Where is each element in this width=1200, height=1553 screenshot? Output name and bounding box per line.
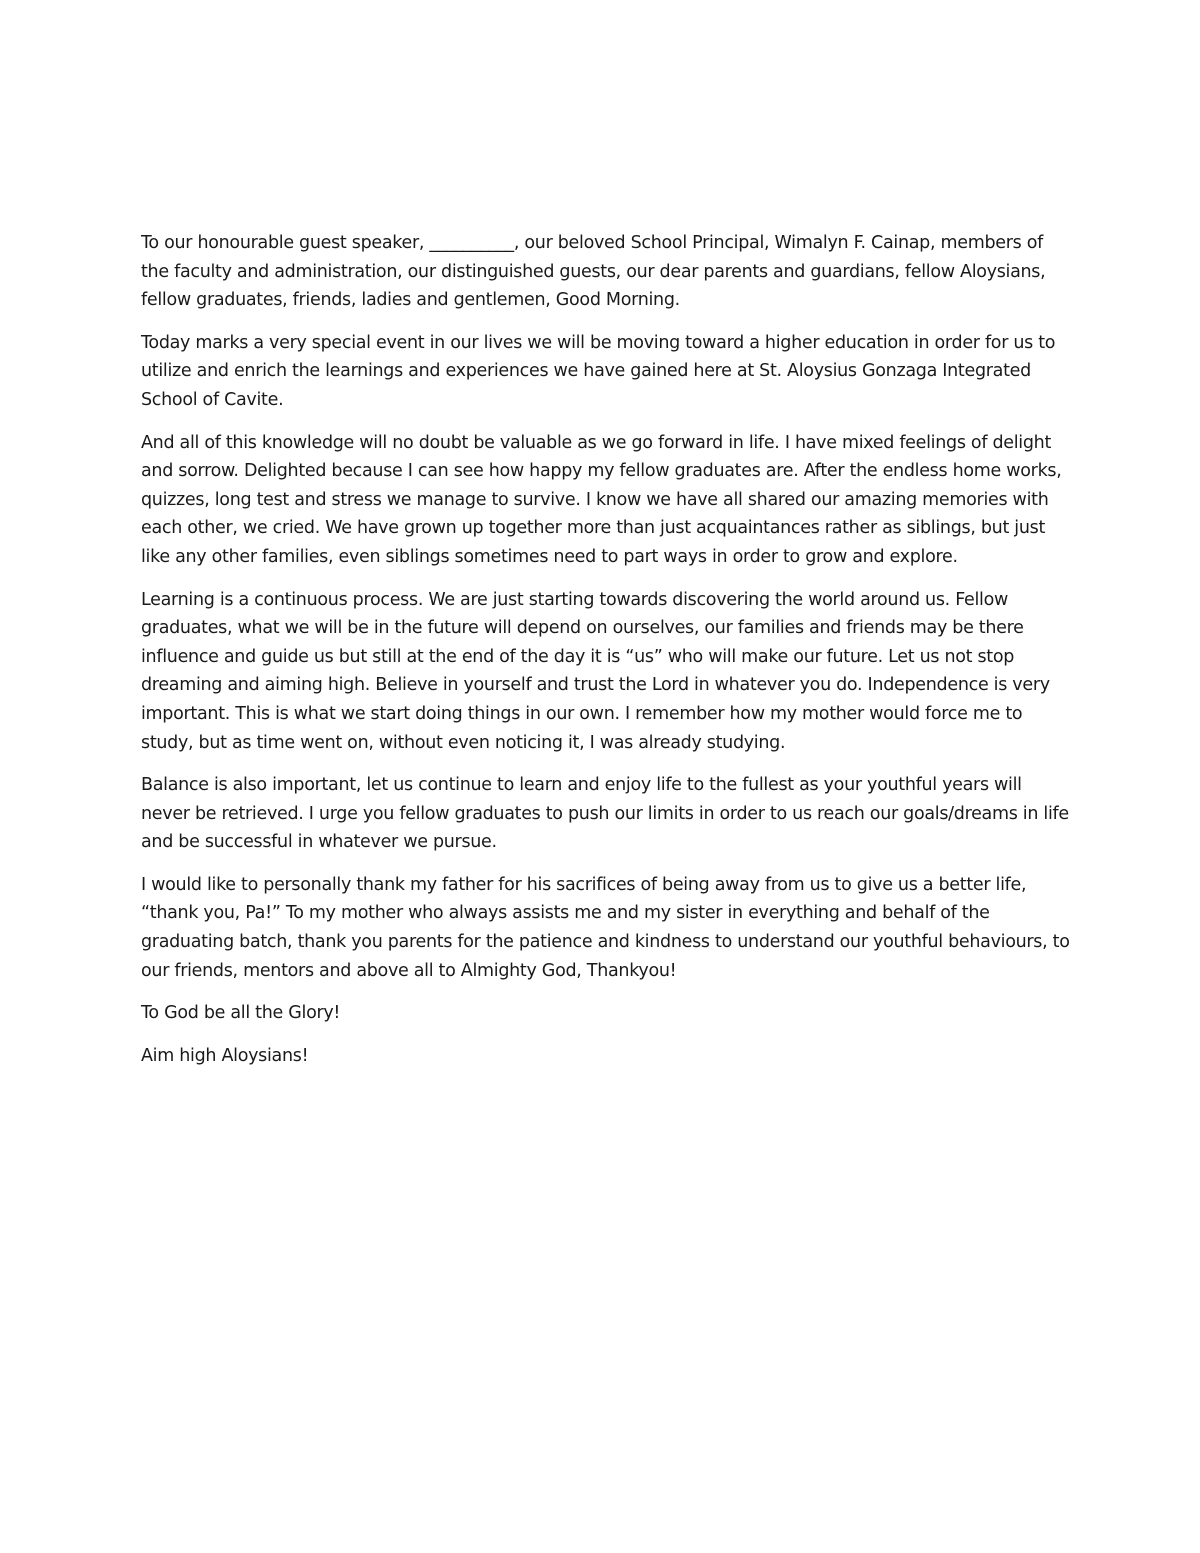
paragraph-closing: Aim high Aloysians! [141,1045,309,1066]
paragraph-thanks: I would like to personally thank my father for his sacrifices of being away from us to give us a better life, “thank you, Pa!” To my mother who always assists me and my sister in everything and behalf of the graduating batch, thank you parents for the patience and kindness to understand our youthful behaviours, to our friends, mentors and above all to Almighty God, Thankyou! [141,874,1070,981]
paragraph-glory: To God be all the Glory! [141,1003,341,1024]
paragraph-greeting: To our honourable guest speaker, __________, our beloved School Principal, Wimalyn F. Cainap, members of the faculty and administration, our distinguished guests, our dear parents and guardians, fellow Aloysians, fellow graduates, friends, ladies and gentlemen, Good Morning. [141,233,1046,311]
paragraph-learning: Learning is a continuous process. We are just starting towards discovering the world around us. Fellow graduates, what we will be in the future will depend on ourselves, our families and friends may be there influence and guide us but still at the end of the day it is “us” who will make our future. Let us not stop dreaming and aiming high. Believe in yourself and trust the Lord in whatever you do. Independence is very important. This is what we start doing things in our own. I remember how my mother would force me to study, but as time went on, without even noticing it, I was already studying. [141,589,1050,753]
paragraph-mixed-feelings: And all of this knowledge will no doubt be valuable as we go forward in life. I have mixed feelings of delight and sorrow. Delighted because I can see how happy my fellow graduates are. After the endless home works, quizzes, long test and stress we manage to survive. I know we have all shared our amazing memories with each other, we cried. We have grown up together more than just acquaintances rather as siblings, but just like any other families, even siblings sometimes need to part ways in order to grow and explore. [141,432,1062,567]
paragraph-special-event: Today marks a very special event in our lives we will be moving toward a higher education in order for us to utilize and enrich the learnings and experiences we have gained here at St. Aloysius Gonzaga Integrated School of Cavite. [141,332,1056,410]
speech-body [141,229,1071,1084]
paragraph-balance: Balance is also important, let us continue to learn and enjoy life to the fullest as your youthful years will never be retrieved. I urge you fellow graduates to push our limits in order to us reach our goals/dreams in life and be successful in whatever we pursue. [141,775,1069,853]
